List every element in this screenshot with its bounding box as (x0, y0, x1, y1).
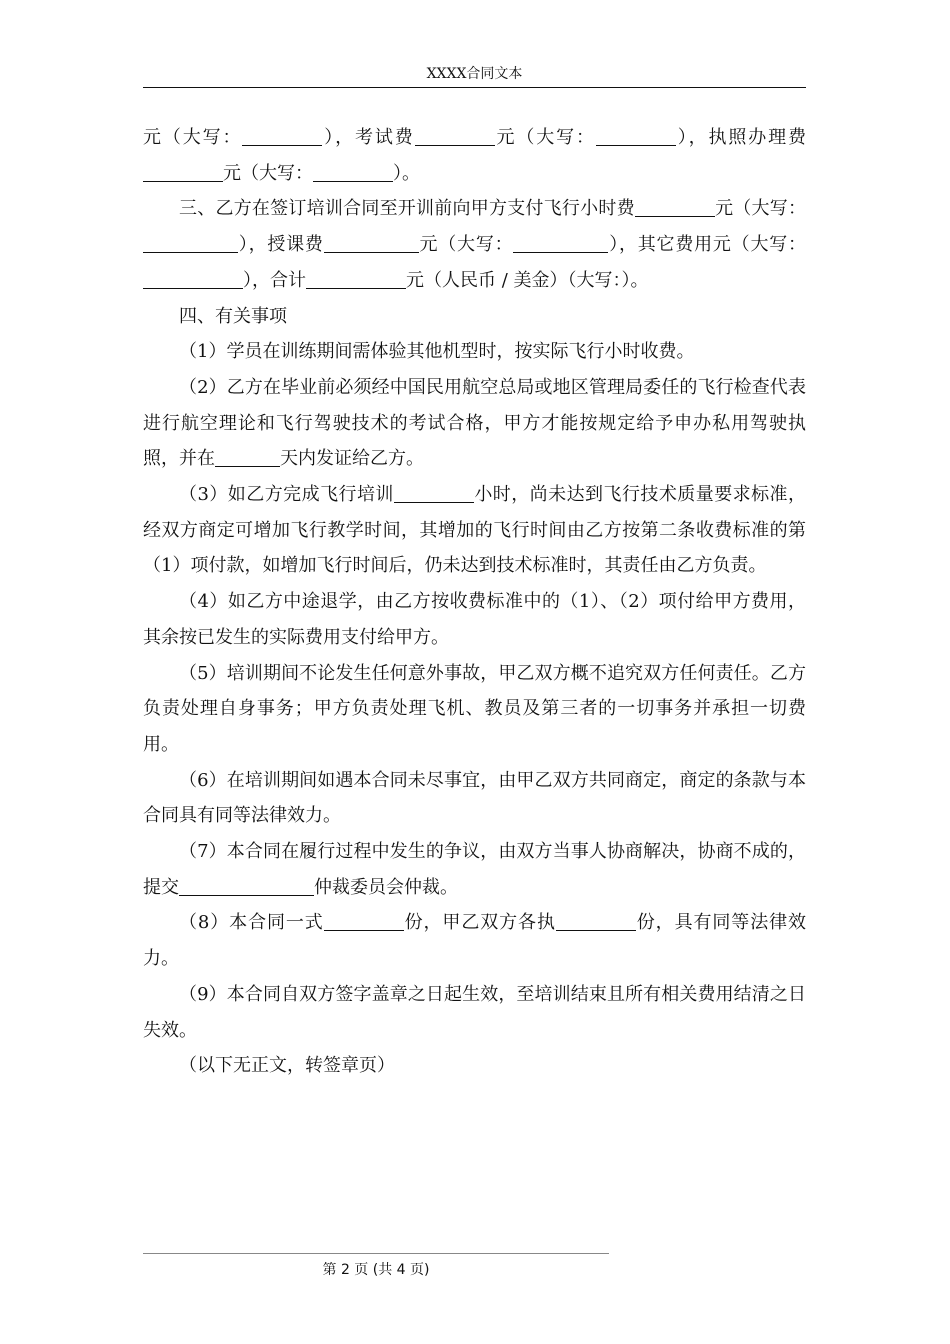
blank-field (242, 127, 322, 146)
blank-field (324, 912, 404, 931)
blank-field (306, 270, 406, 289)
blank-field (596, 127, 676, 146)
clause-7 (143, 834, 806, 905)
page-number: 第 2 页 (共 4 页) (322, 1262, 430, 1278)
text: 三、乙方在签订培训合同至开训前向甲方支付飞行小时费 (179, 198, 635, 220)
text: 元（人民币 / 美金）（大写： (406, 269, 622, 291)
paragraph-fees-continued (143, 120, 806, 191)
header-divider (143, 87, 806, 88)
page-header-title: XXXX合同文本 (426, 66, 523, 82)
blank-field (556, 912, 636, 931)
text: ）。 (621, 269, 649, 291)
blank-field (313, 163, 393, 182)
footer-divider (143, 1253, 609, 1254)
blank-field (635, 198, 715, 217)
text: 天内发证给乙方。 (280, 448, 424, 470)
clause-6: （6）在培训期间如遇本合同未尽事宜，由甲乙双方共同商定，商定的条款与本合同具有同等法律效力。 (143, 769, 806, 827)
end-note: （以下无正文，转签章页） (179, 1055, 395, 1077)
document-body (143, 120, 806, 1084)
text: （3）如乙方完成飞行培训 (179, 484, 394, 506)
clause-5: （5）培训期间不论发生任何意外事故，甲乙双方概不追究双方任何责任。乙方负责处理自身事务；甲方负责处理飞机、教员及第三者的一切事务并承担一切费用。 (143, 662, 806, 755)
text: ），执照办理费 (675, 127, 806, 148)
text: 元（大写： (223, 162, 313, 184)
clause-9: （9）本合同自双方签字盖章之日起生效，至培训结束且所有相关费用结清之日失效。 (143, 983, 806, 1041)
blank-field (415, 127, 495, 146)
blank-field (143, 234, 238, 253)
text: 份，甲乙双方各执 (403, 912, 556, 934)
text: ），考试费 (322, 127, 415, 148)
section-4-heading: 四、有关事项 (179, 305, 287, 327)
text: 份，具有同等法律效力。 (143, 912, 807, 970)
blank-field (215, 448, 280, 467)
clause-8 (143, 905, 806, 976)
text: （2）乙方在毕业前必须经中国民用航空总局或地区管理局委任的飞行检查代表进行航空理论和飞行驾驶技术的考试合格，甲方才能按规定给予申办私用驾驶执照，并在 (143, 376, 806, 470)
blank-field (513, 234, 608, 253)
clause-2 (143, 370, 806, 477)
text: ）。 (393, 162, 420, 184)
text: 元（大写： (494, 127, 596, 148)
blank-field (143, 163, 223, 182)
text: （7）本合同在履行过程中发生的争议，由双方当事人协商解决，协商不成的，提交 (143, 841, 806, 898)
blank-field (179, 877, 314, 896)
text: ），授课费 (238, 234, 324, 256)
text: （8）本合同一式 (179, 912, 324, 934)
text: 小时，尚未达到飞行技术质量要求标准，经双方商定可增加飞行教学时间，其增加的飞行时间由乙方按第二条收费标准的第（1）项付款，如增加飞行时间后，仍未达到技术标准时，其责任由乙方负责。 (143, 484, 807, 577)
text: ），合计 (243, 269, 306, 291)
text: 元（大写： (418, 234, 514, 256)
text: 仲裁委员会仲裁。 (314, 876, 458, 898)
clause-4: （4）如乙方中途退学，由乙方按收费标准中的（1）、（2）项付给甲方费用，其余按已发生的实际费用支付给甲方。 (143, 591, 806, 648)
text: 元（大写： (714, 198, 807, 220)
clause-3 (143, 477, 806, 584)
blank-field (143, 270, 243, 289)
paragraph-section-3 (143, 191, 806, 298)
text: 元（大写： (143, 127, 243, 148)
text: ），其它费用元（大写： (608, 234, 807, 256)
clause-1: （1）学员在训练期间需体验其他机型时，按实际飞行小时收费。 (179, 341, 695, 363)
blank-field (394, 484, 474, 503)
blank-field (324, 234, 419, 253)
